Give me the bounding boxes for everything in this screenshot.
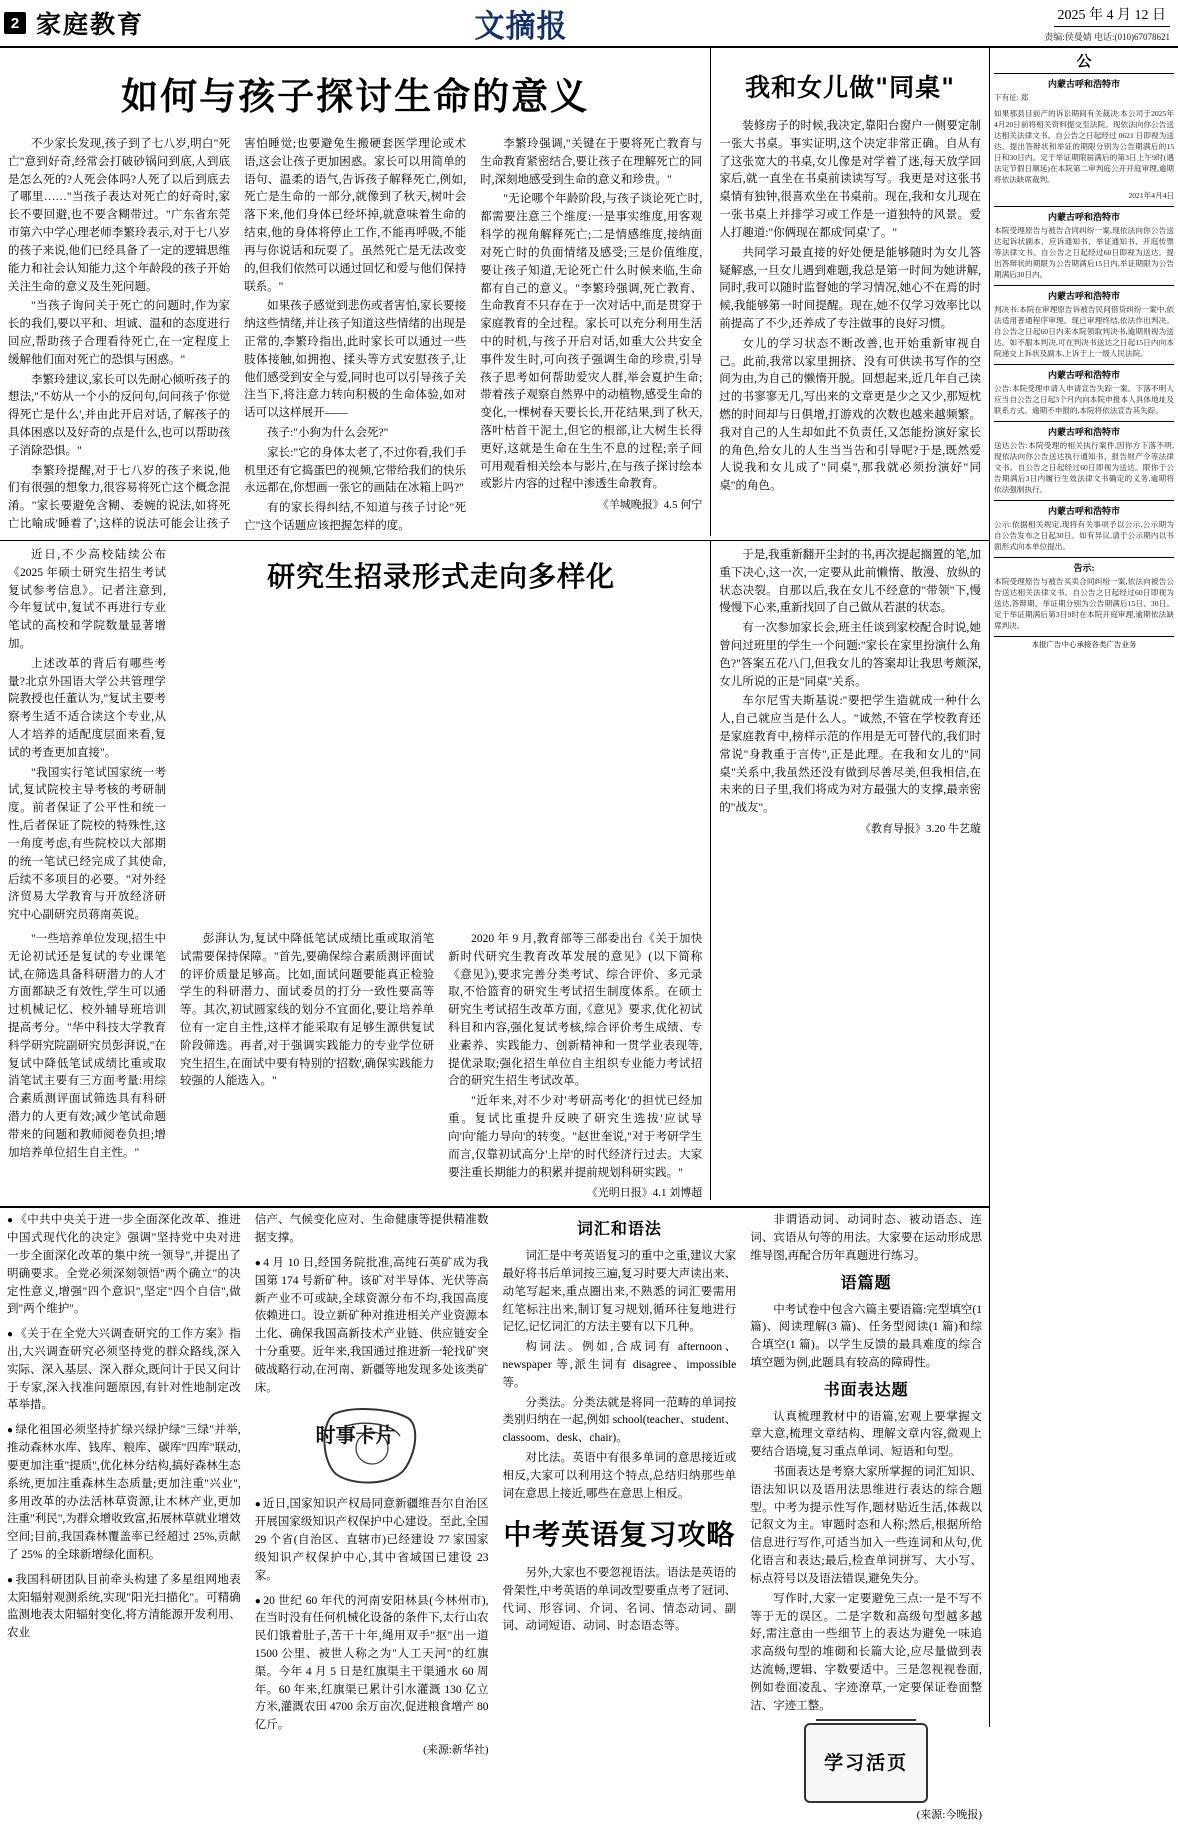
news-item: ● 《中共中央关于进一步全面深化改革、推进中国式现代化的决定》强调"坚持党中央对进一步全面深化改革的集中统一领导",并提出了明确要求。全党必须深刻领悟"两个确立"的决定性意义,增强"四个意识",坚定"四个自信",做到"两个维护"。 [7, 1212, 241, 1319]
bottom-column-1 [0, 1212, 248, 1824]
page-body [0, 48, 1178, 1822]
news-item: ● 我国科研团队目前牵头构建了多星组网地表太阳辐射观测系统,实现"阳光扫描化"。可精确监测地表太阳辐射变化,将方清能源开发利用、农业 [7, 1572, 241, 1643]
paragraph: 构词法。例如,合成词有 afternoon、newspaper 等,派生词有 disagree、impossible 等。 [502, 1341, 737, 1389]
article-source: 《光明日报》4.1 刘博超 [586, 1187, 703, 1200]
paragraph: 如果孩子感觉到悲伤或者害怕,家长要接纳这些情绪,并让孩子知道这些情绪的出现是正常的,李繁玲指出,此时家长可以通过一些肢体接触,如拥抱、揉头等方式安慰孩子,让他们感受到安全与爱,同时也可以引导孩子关注当下,将注意力转向积极的生命体验,如对话可以这样展开—— [244, 300, 467, 420]
news-source: (来源:今晚报) [916, 1809, 982, 1822]
paragraph: 女儿的学习状态不断改善,也开始重新审视自己。此前,我常以家里拥挤、没有可供读书写作的空间为由,为自己的懒惰开脱。回想起来,近几年自己读过的书寥寥无几,写出来的文章更是少之又少,那短枕燃的时间却与日俱增,打游戏的次数也越来越频繁。我对自己的人生却如此不负责任,又怎能扮演好家长的角色,给女儿的人生当当告和引导呢?于是,既然爱人说我和女儿成了"同桌",那我就必须扮演好"同桌"的角色。 [719, 337, 981, 493]
notice-title: 内蒙古呼和浩特市 [1047, 370, 1120, 380]
masthead-left [0, 0, 204, 46]
paragraph: 车尔尼雪夫斯基说:"要把学生造就成一种什么人,自己就应当是什么人。"诚然,不管在学校教育还是家庭教育中,榜样示范的作用是无可替代的,我们时常说"身教重于言传",正是此理。在我和女儿的"同桌"关系中,我虽然还没有做到尽善尽美,但我相信,在未来的日子里,我们将成为对方最强大的支撑,最亲密的"战友"。 [719, 695, 981, 815]
page-number: 2 [4, 12, 26, 34]
paragraph: 对比法。英语中有很多单词的意思接近或相反,大家可以利用这个特点,总结归纳那些单词在意思上接近,哪些在意思上相反。 [502, 1452, 737, 1500]
paragraph: 另外,大家也不要忽视语法。语法是英语的骨架性,中考英语的单词改型要重点考了冠词、代词、形容词、介词、名词、情态动词、副词、动词短语、动词、时态语态等。 [502, 1566, 737, 1633]
notice-text: 公告:本院受理申请人申请宣告失踪一案。下落不明人应当自公告之日起3个月内向本院申报本人具体地址及联系方式。逾期不申报的,本院将依法宣告其失踪。 [994, 384, 1174, 415]
page-title: 如何与孩子探讨生命的意义 [121, 74, 590, 118]
paragraph: 近日,不少高校陆续公布《2025 年硕士研究生招生考试复试参考信息》。记者注意到,今年复试中,复试不再进行专业笔试的高校和学院数量显著增加。 [8, 548, 166, 650]
article-english-review-title: 中考英语复习攻略 [503, 1518, 736, 1552]
paragraph: 2020 年 9 月,教育部等三部委出台《关于加快新时代研究生教育改革发展的意见》(以下简称《意见》),要求完善分类考试、综合评价、多元录取,不恰篮育的研究生考试招生制度体系。在硕士研究生考试招生改革方面,《意见》要求,优化初试科目和内容,强化复试考核,综合评价考生成绩、专业素养、实践能力、创新精神和一贯学业表现等,提优录取;强化招生单位自主组织专业能力考试招合的研究生招生考试改革。 [448, 932, 703, 1088]
article-deskmate [711, 48, 989, 536]
subheading-vocabulary: 词汇和语法 [576, 1221, 662, 1239]
study-card [804, 1723, 928, 1803]
article-deskmate-cont [711, 541, 989, 1200]
divider [994, 206, 1174, 207]
news-item: 信产、气候变化应对、生命健康等提供精准数据支撑。 [254, 1214, 489, 1245]
divider [994, 421, 1174, 422]
article-deskmate-title: 我和女儿做"同桌" [745, 73, 956, 102]
timely-card-stamp [312, 1404, 432, 1490]
news-source: (来源:新华社) [423, 1744, 489, 1756]
subheading-reading: 语篇题 [840, 1274, 892, 1292]
paragraph: 孩子:"小狗为什么会死?" [267, 427, 389, 439]
masthead-center [204, 0, 838, 46]
rail-header: 公 [994, 50, 1174, 74]
paragraph: 彭湃认为,复试中降低笔试成绩比重或取消笔试需要保持保障。"首先,要确保综合素质测评面试的评价质量足够高。比如,面试问题要能真正检验学生的科研潜力、面试委员的打分一致性要高等等。其次,初试圆家线的划分不宜面化,要让培养单位有一定自主性,这样才能采取有足够生源供复试阶段筛选。再者,对于强调实践能力的专业学位研究生招生,在面试中要有特别的'招数',确保实践能力较强的人能选入。" [180, 932, 435, 1088]
notice-title: 内蒙古呼和浩特市 [1047, 427, 1120, 437]
notice-subtitle: 告示: [1073, 563, 1095, 573]
paper-logo: 文摘报 [474, 8, 568, 46]
subheading-writing: 书面表达题 [823, 1381, 909, 1399]
masthead-right [838, 0, 1178, 46]
article-grad-title: 研究生招录形式走向多样化 [267, 559, 616, 593]
paragraph: 书面表达是考察大家所掌握的词汇知识、语法知识以及语用法思维进行表达的综合题型。中考为提示性写作,题材贴近生活,体裁以记叙文为主。审题时态和人称;然后,根据所给信息进行写作,可适当加入一些连词和从句,优化语言和表达;最后,检查单词拼写、大小写、标点符号以及语法错误,避免失分。 [750, 1466, 982, 1585]
notice-text: 本院受理原告与被告买卖合同纠纷一案,依法向被告公告送达相关法律文书。自公告之日起经过60日即视为送达,答辩期、举证期分别为公告期满后15日、30日。定于举证期满后第3日9时在本院开庭审理,逾期依法缺席判决。 [994, 577, 1174, 630]
grad-body-grid [8, 931, 702, 1200]
grad-headline-wrap [180, 547, 702, 927]
publication-date: 2025 年 4 月 12 日 [1054, 4, 1171, 27]
notice-title: 内蒙古呼和浩特市 [1047, 212, 1120, 222]
paragraph: 李繁玲提醒,对于七八岁的孩子来说,他们有很强的想象力,很容易将死亡这个概念混淆。"家长要避免含糊、委婉的说法,如将死亡比喻成'睡着了',这样的说法可能会让孩子害怕睡觉;也要避免生搬硬套医学理论或术语,这会让孩子更加困惑。家长可以用简单的语句、温柔的语气,告诉孩子解释死亡,例如,死亡是生命的一部分,就像到了秋天,树叶会落下来,他们身体已经坏掉,就意味着生命的结束,他的身体将停止工作,不能再呼吸,不能再与你说话和玩耍了。虽然死亡是无法改变的,但我们依然可以通过回忆和爱与他们保持联系。" [8, 138, 467, 531]
notice-text: 如果那县目前产的诉讼期间有关裁决:本公司于2025年4月20日前将相关资料提交至法院。现依法向你公告送达相关法律文书。自公告之日起经过 0621 日即视为送达。提出答辩状和举证的期限分别为公告期满后的15日和30日内。定于举证期限届满后的第3日上午9时(遇法定节假日顺延)在本院第二审判庭公开开庭审理,逾期将依法缺席裁判。 [994, 109, 1174, 184]
bottom-column-4 [743, 1212, 989, 1824]
paragraph: "当孩子询问关于死亡的问题时,作为家长的我们,要以平和、坦诚、温和的态度进行回应,帮助孩子合理看待死亡,在一定程度上缓解他们面对死亡的恐惧与困惑。" [8, 300, 231, 366]
article-life-meaning-body [8, 136, 702, 536]
paragraph: "无论哪个年龄阶段,与孩子谈论死亡时,都需要注意三个维度:一是事实维度,用客观科学的视角解释死亡;二是情感维度,接纳面对死亡时的负面情绪及感受;三是价值维度,要让孩子知道,无论死亡什么时候来临,生命都有自己的意义。"李繁玲强调,死亡教育、生命教育不只存在于一次对话中,而是贯穿于家庭教育的全过程。家长可以充分利用生活中的时机,与孩子开启对话,如重大公共安全事件发生时,可向孩子强调生命的珍贵,引导孩子思考如何帮助爱灾人群,举会夏护生命;带着孩子观察自然界中的动植物,感受生命的变化,一棵树春天要长长,开花结果,到了秋天,落叶枯首干泥土,但它的根部,让大树生长得更好,这就是生命在生生不息的过程;亲子间可用观看相关绘本与影片,在与孩子探讨绘本或影片内容的过程中渗透生命教育。 [480, 193, 703, 491]
grad-col-2 [180, 931, 434, 1200]
paragraph: 李繁玲强调,"关键在于要将死亡教育与生命教育紧密结合,要让孩子在理解死亡的同时,深刻地感受到生命的意义和珍贵。" [480, 138, 703, 186]
notice-title: 内蒙古呼和浩特市 [1047, 79, 1120, 89]
divider [994, 285, 1174, 286]
notice-date: 2021年4月4日 [1128, 191, 1174, 200]
legal-notices-rail [990, 48, 1178, 1727]
article-life-meaning [0, 48, 711, 536]
news-item: ● 20 世纪 60 年代的河南安阳林县(今林州市),在当时没有任何机械化设备的条件下,太行山农民们饿着肚子,苦干十年,绳用双手"抠"出一道 1500 公里、被世人称之为"人工天河"的红旗渠。今年 4 月 5 日是红旗渠主干渠通水 60 周年。60 年来,红旗渠已累计引水灌溉 130 亿立方米,灌溉农田 4700 余万亩次,促进粮食增产 80 亿斤。 [255, 1593, 489, 1736]
rail-footer: 本报广告中心承接各类广告业务 [994, 636, 1174, 650]
divider [994, 364, 1174, 365]
masthead [0, 0, 1178, 48]
grad-col-3 [448, 931, 702, 1200]
notice-title: 内蒙古呼和浩特市 [1047, 291, 1120, 301]
notice-text: 下有征: 郑 [994, 93, 1029, 102]
article-grad-admission [0, 541, 711, 1200]
bottom-column-3 [496, 1212, 744, 1824]
news-item: ● 4 月 10 日,经国务院批准,高纯石英矿成为我国第 174 号新矿种。该矿对半导体、光伏等高新产业不可或缺,全球资源分布不均,我国高度依赖进口。设立新矿种对推进相关产业资源本土化、确保我国高新技术产业链、供应链安全十分重要。近年来,我国通过推进新一轮找矿突破战略行动,在河南、新疆等地发现多处该类矿床。 [255, 1255, 489, 1398]
article-source: 《羊城晚报》4.5 何宁 [597, 499, 703, 512]
news-item: ● 绿化祖国必须坚持扩绿兴绿护绿"三绿"并举,推动森林水库、钱库、粮库、碳库"四库"联动,要更加注重"提质",优化林分结构,搞好森林生态系统,更加注重森林生态质量;更加注重"兴业",多用改革的办法活林草资源,让木林产业,更加注重"利民",为群众增收致富,拓展林草就业增效空间;目前,我国森林覆盖率已经超过 25%,贡献了 25% 的全球新增绿化面积。 [7, 1422, 241, 1565]
news-item: ● 近日,国家知识产权局同意新疆维吾尔自治区开展国家级知识产权保护中心建设。至此,全国 29 个省(自治区、直辖市)已经建设 77 家国家级知识产权保护中心,其中省域国已建设 23 家。 [255, 1496, 489, 1585]
notice-text: 判决书:本院在审理原告诉被告民间借贷纠纷一案中,依法适用普通程序审理。现已审理终结,依法作出判决。自公告之日起60日内来本院领取判决书,逾期则视为送达。如不服本判决,可在判决书送达之日起15日内向本院递交上诉状及副本,上诉于上一级人民法院。 [994, 305, 1174, 358]
paragraph: 于是,我重新翻开尘封的书,再次提起搁置的笔,加重下决心,这一次,一定要从此前懒惰、散漫、放纵的状态决裂。自那以后,我在女儿不经意的"带领"下,慢慢慢下心来,重新找回了自己做从若湛的状态。 [719, 548, 981, 615]
grad-lead-column [8, 547, 166, 927]
paragraph: "一些培养单位发现,招生中无论初试还是复试的专业课笔试,在筛选具备科研潜力的人才方面都缺乏有效性,学生可以通过机械记忆、校外辅导班培训提高考分。"华中科技大学教育科学研究院副研究员彭湃说,"在复试中降低笔试成绩比重或取消笔试主要有三方面考量:用综合素质测评面试筛选具有科研潜力的人更有效;减少笔试命题带来的问题和教师阅卷负担;增加培养单位招生自主性。" [8, 932, 166, 1159]
top-block [0, 48, 989, 541]
middle-block [0, 541, 989, 1208]
paragraph: 上述改革的背后有哪些考量?北京外国语大学公共管理学院教授也任董认为,"复试主要考察考生适不适合读这个专业,从人才培养的适配度层面来看,复试的考查更加直接"。 [8, 657, 166, 759]
divider [994, 557, 1174, 558]
paragraph: 分类法。分类法就是将同一范畴的单词按类别归纳在一起,例如 school(teacher、student、classoom、desk、chair)。 [502, 1396, 737, 1445]
grad-top-grid [8, 547, 702, 927]
notice-text: 送达公告:本院受理的相关执行案件,因你方下落不明,现依法向你公告送达执行通知书、报告财产令等法律文书。自公告之日起经过60日即视为送达。限你于公告期满后3日内履行生效法律文书确定的义务,逾期将依法强制执行。 [994, 441, 1174, 494]
article-deskmate-body [719, 118, 981, 496]
section-title: 家庭教育 [36, 10, 145, 39]
paragraph: 共同学习最直接的好处便是能够随时为女儿答疑解惑,一旦女儿遇到难题,我总是第一时间为她讲解,同时,我可以随时监督她的学习情况,她心不在焉的时候,我能够第一时间提醒。现在,她不仅学习效率比以前提高了不少,还养成了专注做事的良好习惯。 [719, 246, 981, 330]
paragraph: 李繁玲建议,家长可以先耐心倾听孩子的想法,"不妨从一个小的反问句,问问孩子'你觉得死亡是什么',并由此开启对话,了解孩子的具体困惑以及好奇的点是什么,也可以帮助孩子消除恐惧。" [8, 373, 231, 457]
stamp-label: 时事卡片 [315, 1423, 396, 1448]
study-card-label: 学习活页 [824, 1752, 909, 1774]
paragraph: 装修房子的时候,我决定,靠阳台窗户一侧要定制一张大书桌。事实证明,这个决定非常正确。自从有了这张宽大的书桌,女儿像是对学着了迷,每天放学回家后,就一直坐在书桌前读读写写。我更是对这张书桌情有独钟,很喜欢坐在书桌前。现在,我和女儿现在一张书桌上并排学习或工作是一道独特的风景。爱人打趣道:"你俩现在都成'同桌'了。" [719, 120, 981, 239]
main-column [0, 48, 990, 1822]
grad-col-1 [8, 931, 166, 1200]
paragraph: 认真梳理教材中的语篇,宏观上要掌握文章大意,梳理文章结构、理解文章内容,微观上要结合语境,复习重点单词、短语和句型。 [750, 1410, 982, 1459]
paragraph: 写作时,大家一定要避免三点:一是不写不等于无的误区。二是字数和高级句型越多越好,需注意由一些细节上的表达为避免一味追求高级句型的堆砌和长篇大论,应尽量做到表达流畅,逻辑、字数要适中。三是忽视视卷面,例如卷面凌乱、字迹潦草,一定要保证卷面整洁、字迹工整。 [750, 1592, 982, 1712]
paragraph: 词汇是中考英语复习的重中之重,建议大家最好将书后单词按三遍,复习时要大声读出来、动笔写起来,重点圈出来,不熟悉的词汇要需用红笔标注出来,制订复习规划,循环往复地进行记忆,记忆词汇的方法主要有以下几种。 [502, 1250, 737, 1334]
paragraph: 不少家长发现,孩子到了七八岁,明白"死亡"意到好奇,经常会打破砂锅问到底,人到底是怎么死的?人死会体吗?人死了以后到底去了哪里……"当孩子表达对死亡的好奇时,家长不要回避,也不要含糊带过。"广东省东莞市第六中学心理老师李繁玲表示,对于七八岁的孩子来说,他们已经具备了一定的逻辑思维能力和社会认知能力,这个年龄段的孩子开始关注生命的意义及生死问题。 [8, 138, 231, 293]
bottom-block [0, 1208, 989, 1824]
notice-title: 内蒙古呼和浩特市 [1047, 506, 1120, 516]
editor-contact: 责编:侯曼婧 电话:(010)67078621 [1044, 31, 1170, 42]
paragraph: 非谓语动词、动词时态、被动语态、连词、宾语从句等的用法。大家要在运动形成思维导图,再配合历年真题进行练习。 [750, 1214, 982, 1262]
paragraph: 中考试卷中包含六篇主要语篇:完型填空(1 篇)、阅读理解(3 篇)、任务型阅读(1 篇)和综合填空(1 篇)。以学生反馈的最具难度的综合填空题为例,此题具有较高的障碍性。 [750, 1303, 982, 1369]
bottom-column-2 [248, 1212, 496, 1824]
divider [994, 500, 1174, 501]
paragraph: 有的家长得纠结,不知道与孩子讨论"死亡"这个话题应该把握怎样的度。 [244, 502, 467, 533]
notice-text: 公示:依据相关规定,现将有关事项予以公示,公示期为自公告发布之日起30日。如有异议,请于公示期内以书面形式向本单位提出。 [994, 520, 1174, 551]
paragraph: 有一次参加家长会,班主任谈到家校配合时说,她曾问过班里的学生一个问题:"家长在家里扮演什么角色?"答案五花八门,但我女儿的答案却让我思考颇深,女儿所说的正是"同桌"关系。 [719, 622, 981, 688]
news-item: ● 《关于在全党大兴调查研究的工作方案》指出,大兴调查研究必须坚持党的群众路线,深入实际、深入基层、深入群众,既问计于民又问计于专家,深入找准问题原因,有针对性地制定改革举措。 [7, 1326, 241, 1415]
notice-text: 本院受理原告与被告合同纠纷一案,现依法向你公告送达起诉状副本、应诉通知书、举证通知书、开庭传票等法律文书。自公告之日起经过60日即视为送达。提出答辩状的期限为公告期满后15日内,举证期限为公告期满后30日内。 [994, 226, 1174, 279]
paragraph: "近年来,对不少对'考研高考化'的担忧已经加重。复试比重提升反映了研究生选拔'应试导向'向'能力导向'的转变。"赵世奎说,"对于考研学生而言,仅靠初试高分'上岸'的时代经济行过去。大家要注重长期能力的积累并提前规划科研实践。" [448, 1095, 703, 1179]
paragraph: "我国实行笔试国家统一考试,复试院校主导考核的考研制度。前者保证了公平性和统一性,后者保证了院校的特殊性,这一角度考虑,有些院校以大部期的统一笔试已经完成了其使命,后续不多项目的必要。"对外经济贸易大学教育与开放经济研究中心副研究员蒋南英说。 [8, 766, 166, 922]
paragraph: 家长:"它的身体太老了,不过你看,我们手机里还有它捣蛋巴的视频,它带给我们的快乐永远都在,你想画一张它的画陆在冰箱上吗?" [244, 446, 467, 495]
article-source: 《教育导报》3.20 牛艺璇 [860, 823, 981, 836]
